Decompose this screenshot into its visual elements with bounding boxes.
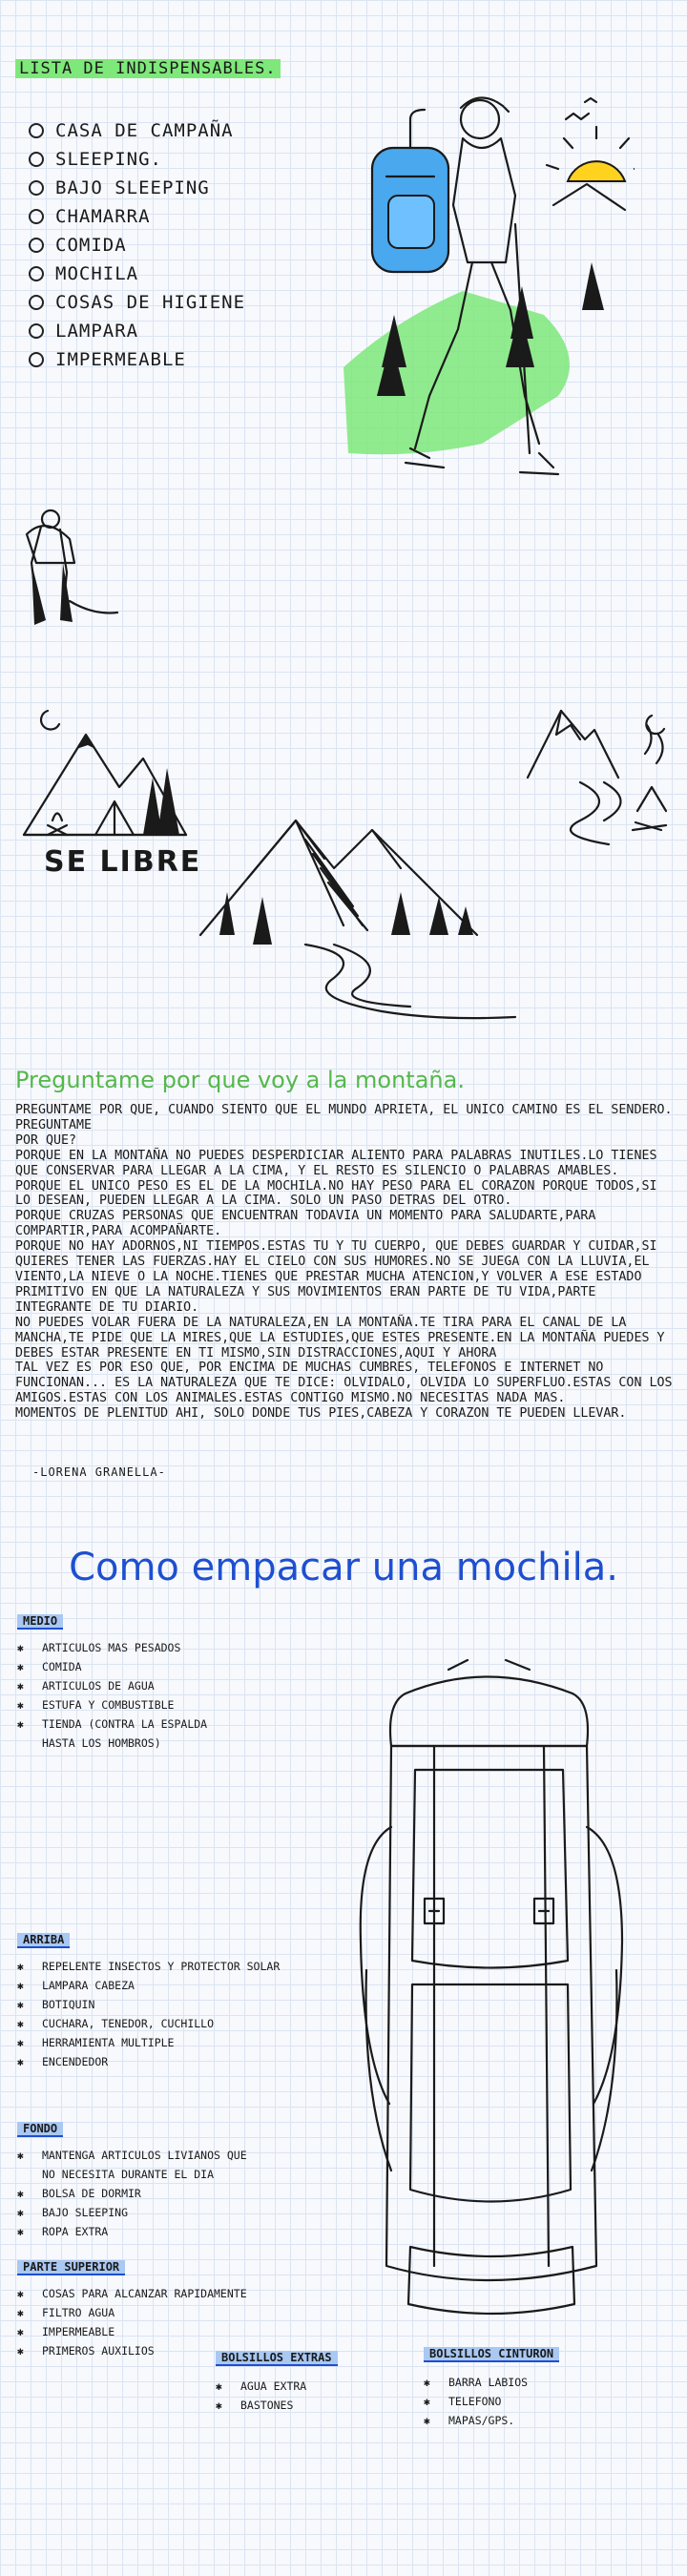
circle-checkbox-icon[interactable] <box>29 238 44 253</box>
checklist-item[interactable]: CHAMARRA <box>29 202 245 231</box>
essay-author: -LORENA GRANELLA- <box>32 1465 166 1479</box>
essay-paragraph: MOMENTOS DE PLENITUD AHI, SOLO DONDE TUS PIES,CABEZA Y CORAZON TE PUEDEN LLEVAR. <box>15 1406 627 1422</box>
list-item: ✱ PRIMEROS AUXILIOS <box>17 2341 265 2360</box>
list-item: ✱ MANTENGA ARTICULOS LIVIANOS QUE NO NECESITA DURANTE EL DIA <box>17 2146 256 2184</box>
essay-body <box>15 1103 680 1422</box>
list-item: ✱ ARTICULOS DE AGUA <box>17 1676 237 1695</box>
list-item: ✱ AGUA EXTRA <box>216 2377 387 2396</box>
asterisk-icon: ✱ <box>17 1698 24 1712</box>
mountains-river-illustration <box>191 801 534 1030</box>
campfire-mountain-illustration <box>523 696 685 849</box>
circle-checkbox-icon[interactable] <box>29 323 44 339</box>
list-item: ✱ BARRA LABIOS <box>424 2373 614 2392</box>
checklist <box>29 116 245 374</box>
circle-checkbox-icon[interactable] <box>29 209 44 224</box>
circle-checkbox-icon[interactable] <box>29 295 44 310</box>
list-item: ✱ BOLSA DE DORMIR <box>17 2184 256 2203</box>
essay-paragraph: PREGUNTAME <box>15 1117 93 1132</box>
essay-paragraph: PORQUE NO HAY ADORNOS,NI TIEMPOS.ESTAS TU Y TU CUERPO, QUE DEBES GUARDAR Y CUIDAR,SI QUIERES TENER LAS FUERZAS.HAY EL CIELO CON SUS HUMORES.NO SE JUEGA CON LA LLUVIA,EL VIENTO,LA NIEVE O LA NOCHE.TIENES QUE PRESTAR MUCHA ATENCION,Y VOLVER A ESE ESTADO PRIMITIVO EN QUE LA NATURALEZA Y SUS MOVIMIENTOS ERAN PARTE DE TU VIDA,PARTE INTEGRANTE DE TU DIARIO. <box>15 1239 665 1315</box>
large-backpack-illustration <box>353 1655 630 2323</box>
circle-checkbox-icon[interactable] <box>29 152 44 167</box>
essay-paragraph: PREGUNTAME POR QUE, CUANDO SIENTO QUE EL MUNDO APRIETA, EL UNICO CAMINO ES EL SENDERO. <box>15 1103 673 1117</box>
section-heading: BOLSILLOS EXTRAS <box>216 2351 338 2366</box>
asterisk-icon: ✱ <box>216 2379 222 2393</box>
asterisk-icon: ✱ <box>17 2306 24 2319</box>
checklist-item[interactable]: IMPERMEABLE <box>29 345 245 374</box>
list-item: ✱ HERRAMIENTA MULTIPLE <box>17 2033 332 2052</box>
backpack-icon <box>372 110 448 272</box>
checklist-item[interactable]: COSAS DE HIGIENE <box>29 288 245 317</box>
section-medio <box>17 1610 237 1753</box>
asterisk-icon: ✱ <box>216 2399 222 2412</box>
section-bolsillos-extras <box>216 2347 387 2415</box>
list-item: ✱ LAMPARA CABEZA <box>17 1976 332 1995</box>
asterisk-icon: ✱ <box>17 1960 24 1973</box>
packing-title: Como empacar una mochila. <box>69 1546 618 1589</box>
checklist-item[interactable]: COMIDA <box>29 231 245 260</box>
section-parte-superior <box>17 2256 265 2360</box>
se-libre-label: SE LIBRE <box>44 845 202 879</box>
list-item: ✱ BASTONES <box>216 2396 387 2415</box>
list-item: ✱ COSAS PARA ALCANZAR RAPIDAMENTE <box>17 2284 265 2303</box>
asterisk-icon: ✱ <box>424 2395 430 2408</box>
circle-checkbox-icon[interactable] <box>29 123 44 138</box>
asterisk-icon: ✱ <box>17 1717 24 1731</box>
section-arriba <box>17 1929 332 2071</box>
section-bolsillos-cinturon <box>424 2343 614 2430</box>
asterisk-icon: ✱ <box>17 2325 24 2338</box>
list-item: ✱ IMPERMEABLE <box>17 2322 265 2341</box>
asterisk-icon: ✱ <box>17 2225 24 2238</box>
list-item: ✱ MAPAS/GPS. <box>424 2411 614 2430</box>
circle-checkbox-icon[interactable] <box>29 352 44 367</box>
list-item: ✱ ROPA EXTRA <box>17 2222 256 2241</box>
asterisk-icon: ✱ <box>17 2206 24 2219</box>
checklist-item[interactable]: CASA DE CAMPAÑA <box>29 116 245 145</box>
asterisk-icon: ✱ <box>17 1998 24 2011</box>
asterisk-icon: ✱ <box>17 2036 24 2049</box>
essay-paragraph: POR QUE? <box>15 1132 77 1148</box>
list-item: ✱ CUCHARA, TENEDOR, CUCHILLO <box>17 2014 332 2033</box>
essay-paragraph: PORQUE CRUZAS PERSONAS QUE ENCUENTRAN TODAVIA UN MOMENTO PARA SALUDARTE,PARA COMPARTIR,PARA ACOMPAÑARTE. <box>15 1209 604 1239</box>
essay-paragraph: PORQUE EN LA MONTAÑA NO PUEDES DESPERDICIAR ALIENTO PARA PALABRAS INUTILES.LO TIENES QUE CONSERVAR PARA LLEGAR A LA CIMA, Y EL RESTO ES SILENCIO O PALABRAS AMABLES. <box>15 1148 665 1178</box>
checklist-item[interactable]: BAJO SLEEPING <box>29 174 245 202</box>
section-heading: PARTE SUPERIOR <box>17 2260 125 2275</box>
asterisk-icon: ✱ <box>17 2017 24 2030</box>
asterisk-icon: ✱ <box>17 1679 24 1693</box>
sun-icon <box>547 127 635 181</box>
hiker-illustration <box>339 81 635 501</box>
section-heading: ARRIBA <box>17 1933 70 1948</box>
essay-title: Preguntame por que voy a la montaña. <box>15 1067 465 1093</box>
list-item: ✱ ESTUFA Y COMBUSTIBLE <box>17 1695 237 1714</box>
section-heading: BOLSILLOS CINTURON <box>424 2347 559 2362</box>
asterisk-icon: ✱ <box>424 2376 430 2389</box>
circle-checkbox-icon[interactable] <box>29 180 44 196</box>
list-item: ✱ TELEFONO <box>424 2392 614 2411</box>
essay-paragraph: NO PUEDES VOLAR FUERA DE LA NATURALEZA,EN LA MONTAÑA.TE TIRA PARA EL CANAL DE LA MANCHA,TE PIDE QUE LA MIRES,QUE LA ESTUDIES,QUE ESTES PRESENTE.EN LA MONTAÑA PUEDES Y DEBES ESTAR PRESENTE EN TI MISMO,SIN DISTRACCIONES,AQUI Y AHORA <box>15 1315 673 1361</box>
asterisk-icon: ✱ <box>17 2187 24 2200</box>
checklist-item[interactable]: LAMPARA <box>29 317 245 345</box>
section-heading: MEDIO <box>17 1614 63 1630</box>
essay-paragraph: TAL VEZ ES POR ESO QUE, POR ENCIMA DE MUCHAS CUMBRES, TELEFONOS E INTERNET NO FUNCIONAN... ES LA NATURALEZA QUE TE DICE: OLVIDALO, OLVIDA LO SUPERFLUO.ESTAS CON LOS AMIGOS.ESTAS CON LOS ANIMALES.ESTAS CONTIGO MISMO.NO NECESITAS NADA MAS. <box>15 1361 680 1406</box>
circle-checkbox-icon[interactable] <box>29 266 44 281</box>
essay-paragraph: PORQUE EL UNICO PESO ES EL DE LA MOCHILA.NO HAY PESO PARA EL CORAZON PORQUE TODOS,SI LO DESEAN, PUEDEN LLEGAR A LA CIMA. SOLO UN PASO DETRAS DEL OTRO. <box>15 1178 665 1209</box>
asterisk-icon: ✱ <box>17 2055 24 2068</box>
asterisk-icon: ✱ <box>17 2344 24 2358</box>
asterisk-icon: ✱ <box>17 2149 24 2162</box>
asterisk-icon: ✱ <box>17 1979 24 1992</box>
list-title: LISTA DE INDISPENSABLES. <box>15 59 281 78</box>
section-fondo <box>17 2118 256 2241</box>
section-heading: FONDO <box>17 2122 63 2137</box>
checklist-item[interactable]: SLEEPING. <box>29 145 245 174</box>
list-item: ✱ REPELENTE INSECTOS Y PROTECTOR SOLAR <box>17 1957 332 1976</box>
asterisk-icon: ✱ <box>17 2287 24 2300</box>
asterisk-icon: ✱ <box>17 1641 24 1654</box>
list-item: ✱ ENCENDEDOR <box>17 2052 332 2071</box>
climber-illustration <box>17 506 122 639</box>
camp-tent-illustration <box>19 701 191 844</box>
asterisk-icon: ✱ <box>17 1660 24 1673</box>
list-item: ✱ BOTIQUIN <box>17 1995 332 2014</box>
asterisk-icon: ✱ <box>424 2414 430 2427</box>
list-item: ✱ COMIDA <box>17 1657 237 1676</box>
list-item: ✱ ARTICULOS MAS PESADOS <box>17 1638 237 1657</box>
list-item: ✱ TIENDA (CONTRA LA ESPALDA HASTA LOS HOMBROS) <box>17 1714 237 1753</box>
list-item: ✱ FILTRO AGUA <box>17 2303 265 2322</box>
list-item: ✱ BAJO SLEEPING <box>17 2203 256 2222</box>
checklist-item[interactable]: MOCHILA <box>29 260 245 288</box>
